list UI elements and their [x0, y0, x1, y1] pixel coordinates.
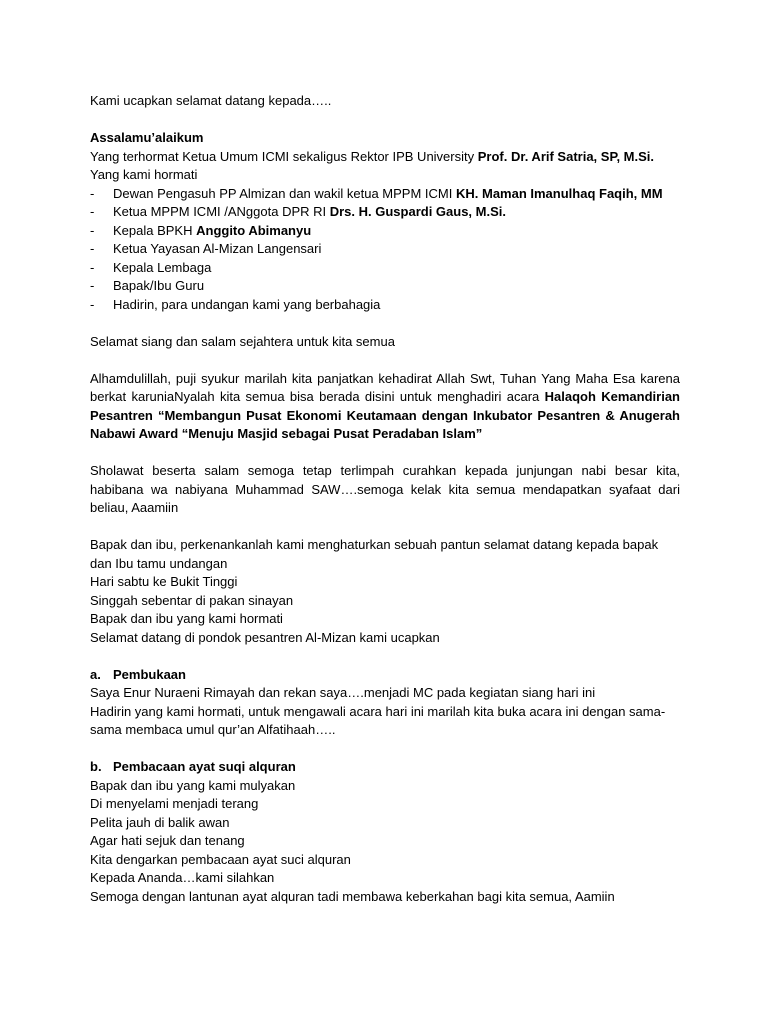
- guest-item: [90, 259, 680, 278]
- greeting-line: Selamat siang dan salam sejahtera untuk kita semua: [90, 333, 395, 349]
- document-body: [90, 92, 680, 906]
- spacer: [90, 111, 680, 130]
- alhamdulillah-paragraph: [90, 370, 680, 444]
- list-dash: -: [90, 259, 95, 275]
- section-a-line: Hadirin yang kami hormati, untuk mengawali acara hari ini marilah kita buka acara ini dengan sama-: [90, 703, 666, 719]
- honor-line-text: Yang terhormat Ketua Umum ICMI sekaligus Rektor IPB University: [90, 148, 478, 164]
- list-dash: -: [90, 185, 95, 201]
- section-a-title: Pembukaan: [113, 666, 186, 682]
- spacer: [90, 444, 680, 463]
- pantun-line: Bapak dan ibu yang kami hormati: [90, 611, 283, 626]
- list-dash: -: [90, 222, 95, 238]
- list-dash: -: [90, 241, 95, 256]
- section-b-title: Pembacaan ayat suqi alquran: [113, 759, 296, 774]
- pantun-intro: Bapak dan ibu, perkenankanlah kami menghaturkan sebuah pantun selamat datang kepada bapak dan Ibu tamu undangan: [90, 537, 659, 571]
- guest-item: [90, 222, 680, 241]
- list-dash: -: [90, 296, 95, 312]
- list-dash: -: [90, 278, 95, 293]
- section-b-line: Di menyelami menjadi terang: [90, 796, 259, 811]
- section-b-label: b.: [90, 759, 102, 774]
- guest-text: Kepala Lembaga: [113, 259, 212, 275]
- guest-item: [90, 185, 680, 204]
- section-b-line: Pelita jauh di balik awan: [90, 814, 230, 830]
- guest-text: Hadirin, para undangan kami yang berbahagia: [113, 296, 381, 312]
- spacer: [90, 740, 680, 759]
- pantun-line: Singgah sebentar di pakan sinayan: [90, 592, 294, 608]
- guest-item: [90, 296, 680, 315]
- section-b-heading: [90, 758, 680, 777]
- guest-item: [90, 203, 680, 222]
- salam-heading: Assalamu’alaikum: [90, 130, 204, 145]
- section-b-line: Bapak dan ibu yang kami mulyakan: [90, 777, 296, 793]
- section-a-line: sama membaca umul qur’an Alfatihaah…..: [90, 722, 336, 737]
- honor-line-name: Prof. Dr. Arif Satria, SP, M.Si.: [477, 148, 655, 164]
- section-b-line: Kita dengarkan pembacaan ayat suci alquran: [90, 851, 351, 867]
- spacer: [90, 647, 680, 666]
- sholawat-paragraph: Sholawat beserta salam semoga tetap terlimpah curahkan kepada junjungan nabi besar kita, habibana wa nabiyana Muhammad SAW….semoga kelak kita semua mendapatkan syafaat dari beliau, Aaamiin: [90, 463, 680, 515]
- alhamdulillah-text: Alhamdulillah, puji syukur marilah kita panjatkan kehadirat Allah Swt, Tuhan Yang Maha Esa karena berkat karuniaNyalah kita semua bisa berada disini untuk menghadiri acara: [90, 370, 680, 404]
- guest-name: Anggito Abimanyu: [196, 222, 312, 238]
- section-b-line: Kepada Ananda…kami silahkan: [90, 870, 275, 885]
- list-dash: -: [90, 204, 95, 219]
- guest-item: [90, 240, 680, 259]
- guest-text: Ketua MPPM ICMI /ANggota DPR RI: [113, 204, 330, 219]
- section-a-label: a.: [90, 666, 101, 682]
- guest-item: [90, 277, 680, 296]
- section-b-line: Agar hati sejuk dan tenang: [90, 833, 245, 848]
- pantun-line: Selamat datang di pondok pesantren Al-Mizan kami ucapkan: [90, 629, 440, 645]
- section-a-heading: [90, 666, 680, 685]
- spacer: [90, 518, 680, 537]
- honor-line: [90, 148, 680, 167]
- guest-text: Kepala BPKH: [113, 222, 197, 238]
- guest-name: Drs. H. Guspardi Gaus, M.Si.: [329, 204, 506, 219]
- yang-kami-hormati: Yang kami hormati: [90, 167, 198, 182]
- guest-name: KH. Maman Imanulhaq Faqih, MM: [455, 185, 663, 201]
- guest-text: Dewan Pengasuh PP Almizan dan wakil ketua MPPM ICMI: [113, 185, 456, 201]
- event-title: Halaqoh Kemandirian Pesantren “Membangun Pusat Ekonomi Keutamaan dengan Inkubator Pesantren & Anugerah Nabawi Award “Menuju Masjid sebagai Pusat Peradaban Islam”: [90, 389, 680, 441]
- section-a-line: Saya Enur Nuraeni Rimayah dan rekan saya….menjadi MC pada kegiatan siang hari ini: [90, 685, 596, 700]
- spacer: [90, 314, 680, 333]
- guest-text: Bapak/Ibu Guru: [113, 278, 205, 293]
- guest-list: [90, 185, 680, 315]
- section-b-line: Semoga dengan lantunan ayat alquran tadi membawa keberkahan bagi kita semua, Aamiin: [90, 888, 615, 904]
- guest-text: Ketua Yayasan Al-Mizan Langensari: [113, 241, 322, 256]
- pantun-line: Hari sabtu ke Bukit Tinggi: [90, 574, 238, 589]
- opening-line: Kami ucapkan selamat datang kepada…..: [90, 93, 332, 108]
- spacer: [90, 351, 680, 370]
